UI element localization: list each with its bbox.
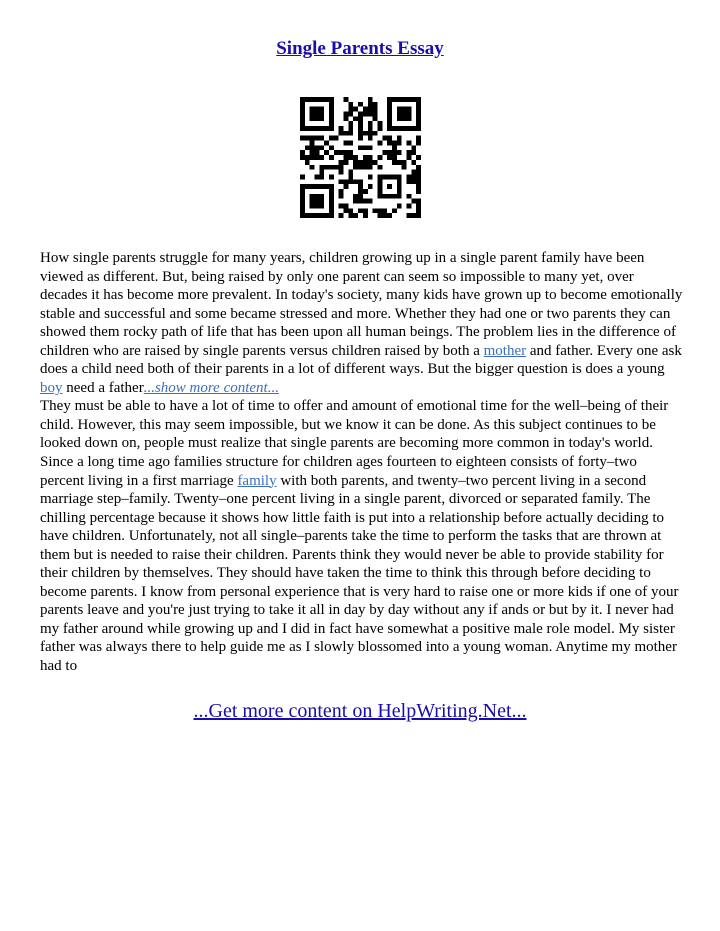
family-link[interactable]: family bbox=[237, 472, 277, 489]
essay-text: They must be able to have a lot of time to offer and amount of emotional time for the well–being of their child. However, this may seem impossible, but we know it can be done. As this subject continues to be looked down on, people must realize that single parents are becoming more common in today's world. Since a long time ago families structure for children ages fourteen to eighteen consists of forty–two percent living in a first marriage bbox=[40, 398, 669, 489]
show-more-link[interactable]: ...show more content... bbox=[143, 379, 279, 396]
boy-link[interactable]: boy bbox=[40, 379, 63, 396]
essay-text: with both parents, and twenty–two percent living in a second marriage step–family. Twenty–one percent living in a single parent, divorced or separated family. The chilling percentage because it shows how little faith is put into a relationship before actually deciding to have children. Unfortunately, not all single–parents take the time to perform the tasks that are thrown at them but is needed to raise their children. Parents think they would never be able to provide stability for their children by themselves. They should have taken the time to think this through before deciding to become parents. I know from personal experience that is very hard to raise one or more kids if one of your parents leave and you're just trying to take it all in day by day without any if ands or but by it. I never had my father around while growing up and I did in fact have somewhat a positive male role model. My sister father was always there to help guide me as I slowly blossomed into a young woman. Anytime my mother had to bbox=[40, 472, 679, 675]
essay-text: How single parents struggle for many years, children growing up in a single parent family have been viewed as different. But, being raised by only one parent can seem so impossible to many yet, over decades it has become more prevalent. In today's society, many kids have grown up to become emotionally stable and successful and some became stressed and more. Whether they had one or two parents they can showed them rocky path of life that has been upon all human beings. The problem lies in the difference of children who are raised by single parents versus children raised by both a bbox=[40, 250, 683, 359]
get-more-content-link[interactable]: ...Get more content on HelpWriting.Net... bbox=[193, 700, 527, 722]
page-title[interactable]: Single Parents Essay bbox=[276, 38, 444, 59]
essay-paragraph bbox=[40, 249, 684, 397]
essay-body bbox=[40, 249, 684, 676]
essay-text: and father. Every one ask does a child need both of their parents in a lot of different ways. But the bigger question is does a young bbox=[40, 342, 682, 378]
qr-code bbox=[300, 97, 421, 218]
essay-paragraph bbox=[40, 397, 684, 675]
essay-text: need a father bbox=[62, 379, 144, 396]
mother-link[interactable]: mother bbox=[483, 342, 527, 359]
